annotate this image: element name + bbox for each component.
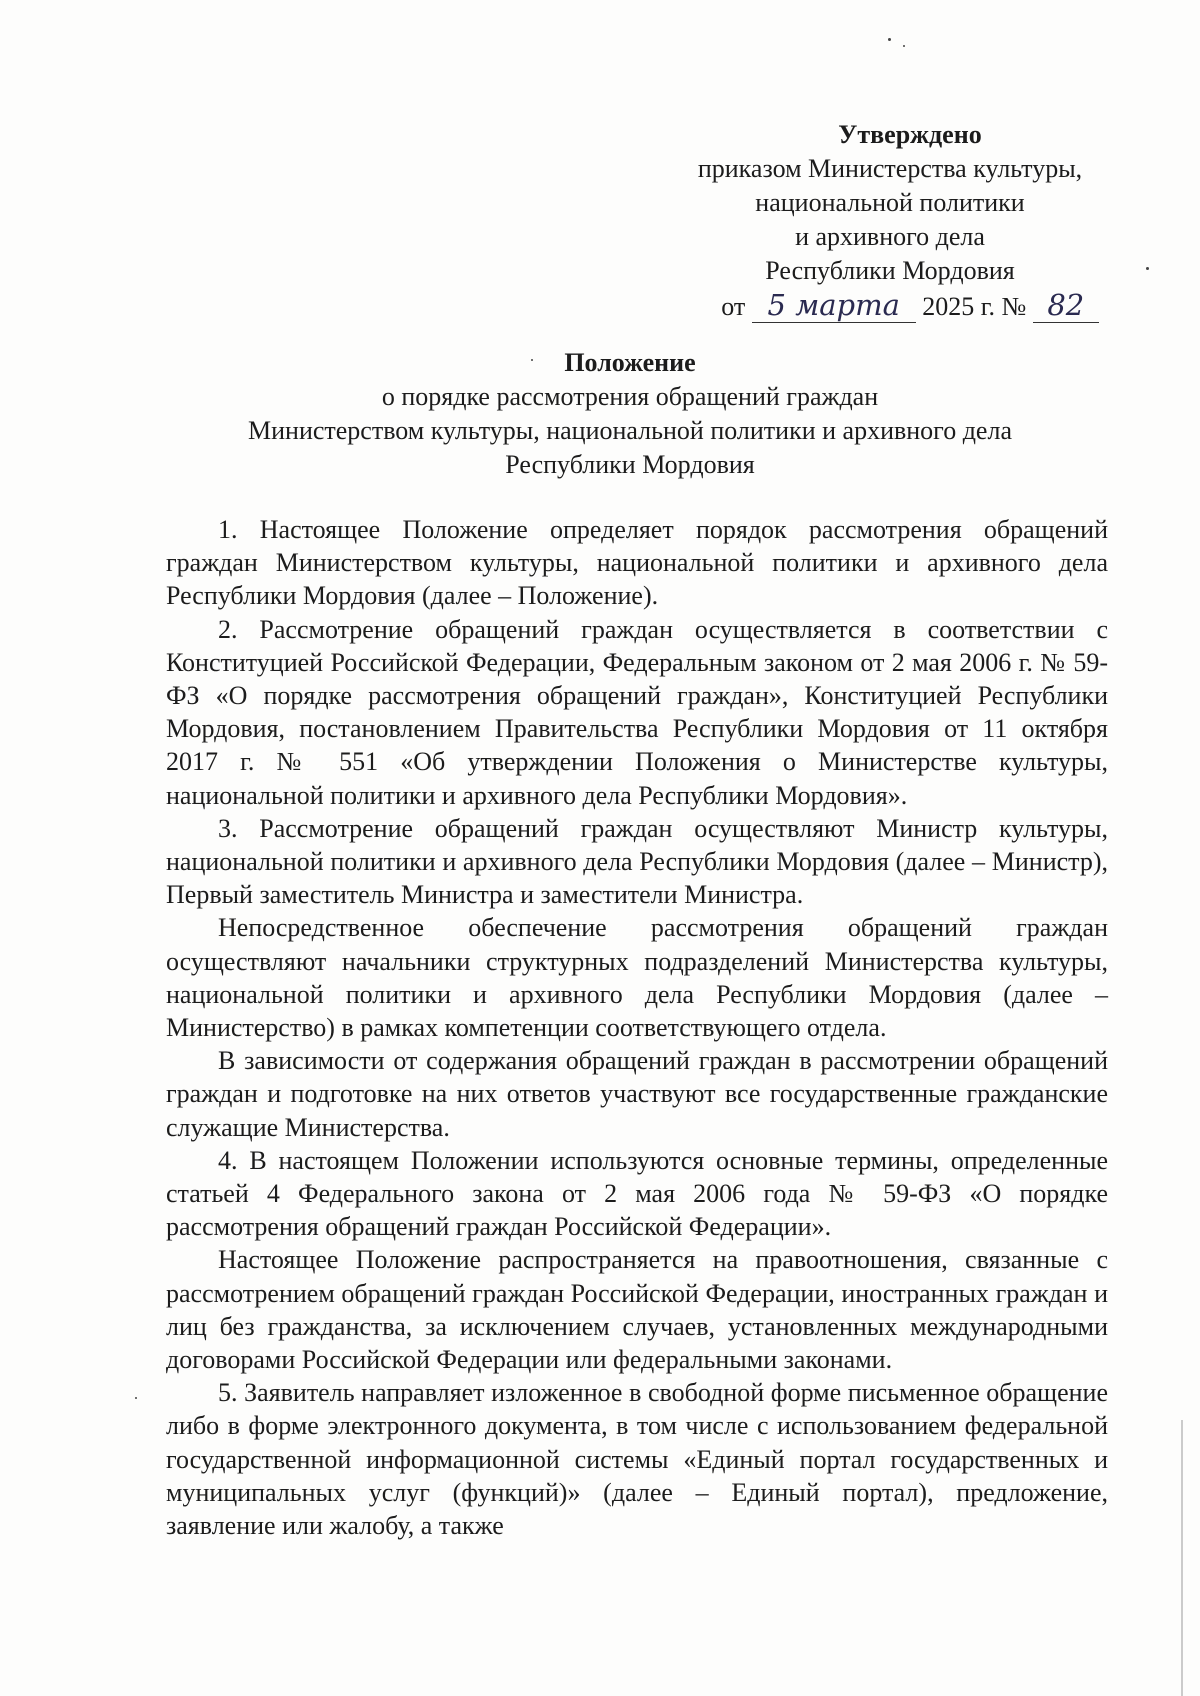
title-main: Положение	[564, 348, 696, 377]
scan-speck	[135, 1397, 137, 1399]
approval-block	[660, 118, 1120, 324]
order-year: 2025 г. №	[922, 292, 1027, 321]
approval-line: приказом Министерства культуры,	[697, 154, 1083, 183]
scan-speck	[1146, 267, 1149, 270]
paragraph-1: 1. Настоящее Положение определяет порядок рассмотрения обращений граждан Министерством культуры, национальной политики и архивного дела Республики Мордовия (далее – Положение).	[166, 515, 1108, 611]
order-prefix: от	[721, 292, 746, 321]
order-number-handwritten: 82	[1033, 288, 1099, 323]
paragraph-3: 3. Рассмотрение обращений граждан осуществляют Министр культуры, национальной политики и архивного дела Республики Мордовия (далее – Министр), Первый заместитель Министра и заместители Министра.	[166, 813, 1108, 910]
title-line: Республики Мордовия	[505, 450, 755, 479]
paragraph-3-continued: В зависимости от содержания обращений граждан в рассмотрении обращений граждан и подготовке на них ответов участвуют все государственные гражданские служащие Министерства.	[166, 1046, 1108, 1142]
scan-speck	[903, 45, 905, 47]
order-line	[700, 288, 1120, 324]
approval-line: и архивного дела	[795, 222, 985, 251]
title-line: Министерством культуры, национальной политики и архивного дела	[248, 416, 1012, 445]
scan-speck	[531, 359, 533, 361]
paragraph-4-continued: Настоящее Положение распространяется на правоотношения, связанные с рассмотрением обращений граждан Российской Федерации, иностранных граждан и лиц без гражданства, за исключением случаев, установленных международными договорами Российской Федерации или федеральными законами.	[166, 1245, 1108, 1375]
document-body	[166, 513, 1108, 1542]
document-title	[160, 346, 1100, 482]
approval-title: Утверждено	[838, 120, 982, 149]
paragraph-5: 5. Заявитель направляет изложенное в свободной форме письменное обращение либо в форме электронного документа, в том числе с использованием федеральной государственной информационной системы «Единый портал государственных и муниципальных услуг (функций)» (далее – Единый портал), предложение, заявление или жалобу, а также	[166, 1378, 1108, 1541]
scan-speck	[888, 38, 891, 41]
paragraph-4: 4. В настоящем Положении используются основные термины, определенные статьей 4 Федерального закона от 2 мая 2006 года № 59-ФЗ «О порядке рассмотрения обращений граждан Российской Федерации».	[166, 1145, 1108, 1242]
paragraph-2: 2. Рассмотрение обращений граждан осуществляется в соответствии с Конституцией Российской Федерации, Федеральным законом от 2 мая 2006 г. № 59-ФЗ «О порядке рассмотрения обращений граждан», Конституцией Республики Мордовия, постановлением Правительства Республики Мордовия от 11 октября 2017 г. № 551 «Об утверждении Положения о Министерстве культуры, национальной политики и архивного дела Республики Мордовия».	[166, 614, 1108, 810]
scan-crease	[1181, 1420, 1183, 1696]
paragraph-3-continued: Непосредственное обеспечение рассмотрения обращений граждан осуществляют начальники структурных подразделений Министерства культуры, национальной политики и архивного дела Республики Мордовия (далее – Министерство) в рамках компетенции соответствующего отдела.	[166, 913, 1108, 1043]
approval-line: Республики Мордовия	[765, 256, 1015, 285]
order-date-handwritten: 5 марта	[752, 288, 916, 323]
approval-line: национальной политики	[755, 188, 1025, 217]
title-line: о порядке рассмотрения обращений граждан	[381, 382, 879, 411]
